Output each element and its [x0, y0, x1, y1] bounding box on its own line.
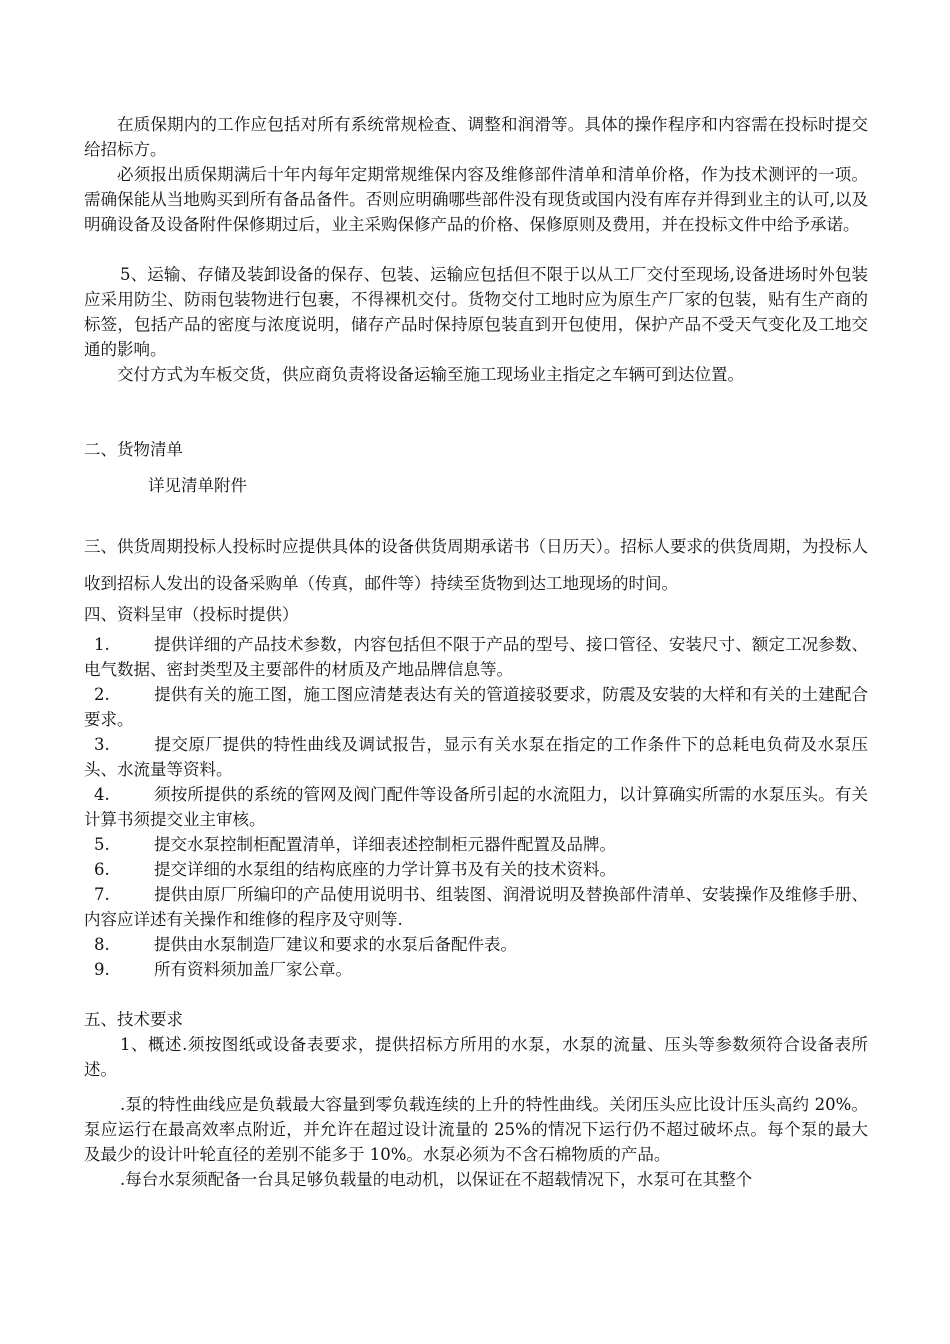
list-item-text: 提交水泵控制柜配置清单，详细表述控制柜元器件配置及品牌。 — [154, 835, 616, 854]
list-item — [84, 957, 868, 982]
list-item — [84, 632, 868, 682]
list-item-number: 2. — [94, 685, 110, 704]
list-item-number: 4. — [94, 785, 110, 804]
section-3-body: 三、供货周期投标人投标时应提供具体的设备供货周期承诺书（日历天）。招标人要求的供货周期，为投标人收到招标人发出的设备采购单（传真，邮件等）持续至货物到达工地现场的时间。 — [84, 537, 868, 593]
list-item-text: 提供有关的施工图，施工图应清楚表达有关的管道接驳要求，防震及安装的大样和有关的土建配合要求。 — [84, 685, 868, 729]
list-item-text: 提供由原厂所编印的产品使用说明书、组装图、润滑说明及替换部件清单、安装操作及维修手册、内容应详述有关操作和维修的程序及守则等. — [84, 885, 868, 929]
section-2-heading: 二、货物清单 — [84, 440, 183, 459]
list-item-number: 9. — [94, 960, 110, 979]
paragraph-delivery-method: 交付方式为车板交货，供应商负责将设备运输至施工现场业主指定之车辆可到达位置。 — [117, 365, 744, 384]
list-item-number: 3. — [94, 735, 110, 754]
section-2-body: 详见清单附件 — [148, 476, 247, 495]
section-4-heading: 四、资料呈审（投标时提供） — [84, 605, 299, 624]
section-4-list — [84, 632, 868, 982]
list-item — [84, 882, 868, 932]
list-item-number: 5. — [94, 835, 110, 854]
list-item-text: 所有资料须加盖厂家公章。 — [154, 960, 352, 979]
list-item — [84, 932, 868, 957]
list-item-text: 须按所提供的系统的管网及阀门配件等设备所引起的水流阻力，以计算确实所需的水泵压头。有关计算书须提交业主审核。 — [84, 785, 868, 829]
list-item — [84, 857, 868, 882]
list-item — [84, 832, 868, 857]
list-item-text: 提供详细的产品技术参数，内容包括但不限于产品的型号、接口管径、安装尺寸、额定工况参数、电气数据、密封类型及主要部件的材质及产地品牌信息等。 — [84, 635, 868, 679]
list-item — [84, 682, 868, 732]
list-item — [84, 732, 868, 782]
paragraph-maintenance-list: 必须报出质保期满后十年内每年定期常规维保内容及维修部件清单和清单价格，作为技术测评的一项。需确保能从当地购买到所有备品备件。否则应明确哪些部件没有现货或国内没有库存并得到业主的认可,以及明确设备及设备附件保修期过后，业主采购保修产品的价格、保修原则及费用，并在投标文件中给予承诺。 — [84, 165, 868, 234]
paragraph-warranty-work: 在质保期内的工作应包括对所有系统常规检查、调整和润滑等。具体的操作程序和内容需在投标时提交给招标方。 — [84, 115, 868, 159]
list-item — [84, 782, 868, 832]
document-page — [84, 112, 868, 1192]
paragraph-transport-storage: 5、运输、存储及装卸设备的保存、包装、运输应包括但不限于以从工厂交付至现场,设备进场时外包装应采用防尘、防雨包装物进行包裹，不得裸机交付。货物交付工地时应为原生产厂家的包装，贴有生产商的标签，包括产品的密度与浓度说明，储存产品时保持原包装直到开包使用，保护产品不受天气变化及工地交通的影响。 — [84, 265, 868, 359]
list-item-number: 8. — [94, 935, 110, 954]
list-item-number: 7. — [94, 885, 110, 904]
section-5-overview: 1、概述.须按图纸或设备表要求，提供招标方所用的水泵，水泵的流量、压头等参数须符合设备表所述。 — [84, 1035, 868, 1079]
section-5-pump-curve: .泵的特性曲线应是负载最大容量到零负载连续的上升的特性曲线。关闭压头应比设计压头高约 20%。泵应运行在最高效率点附近，并允许在超过设计流量的 25%的情况下运行仍不超过破坏点。每个泵的最大及最少的设计叶轮直径的差别不能多于 10%。水泵必须为不含石棉物质的产品。 — [84, 1095, 868, 1164]
list-item-text: 提交原厂提供的特性曲线及调试报告，显示有关水泵在指定的工作条件下的总耗电负荷及水泵压头、水流量等资料。 — [84, 735, 868, 779]
section-5-motor: .每台水泵须配备一台具足够负载量的电动机，以保证在不超载情况下，水泵可在其整个 — [120, 1170, 753, 1189]
section-5-heading: 五、技术要求 — [84, 1010, 183, 1029]
list-item-number: 6. — [94, 860, 110, 879]
list-item-number: 1. — [94, 635, 110, 654]
list-item-text: 提供由水泵制造厂建议和要求的水泵后备配件表。 — [154, 935, 517, 954]
list-item-text: 提交详细的水泵组的结构底座的力学计算书及有关的技术资料。 — [154, 860, 616, 879]
